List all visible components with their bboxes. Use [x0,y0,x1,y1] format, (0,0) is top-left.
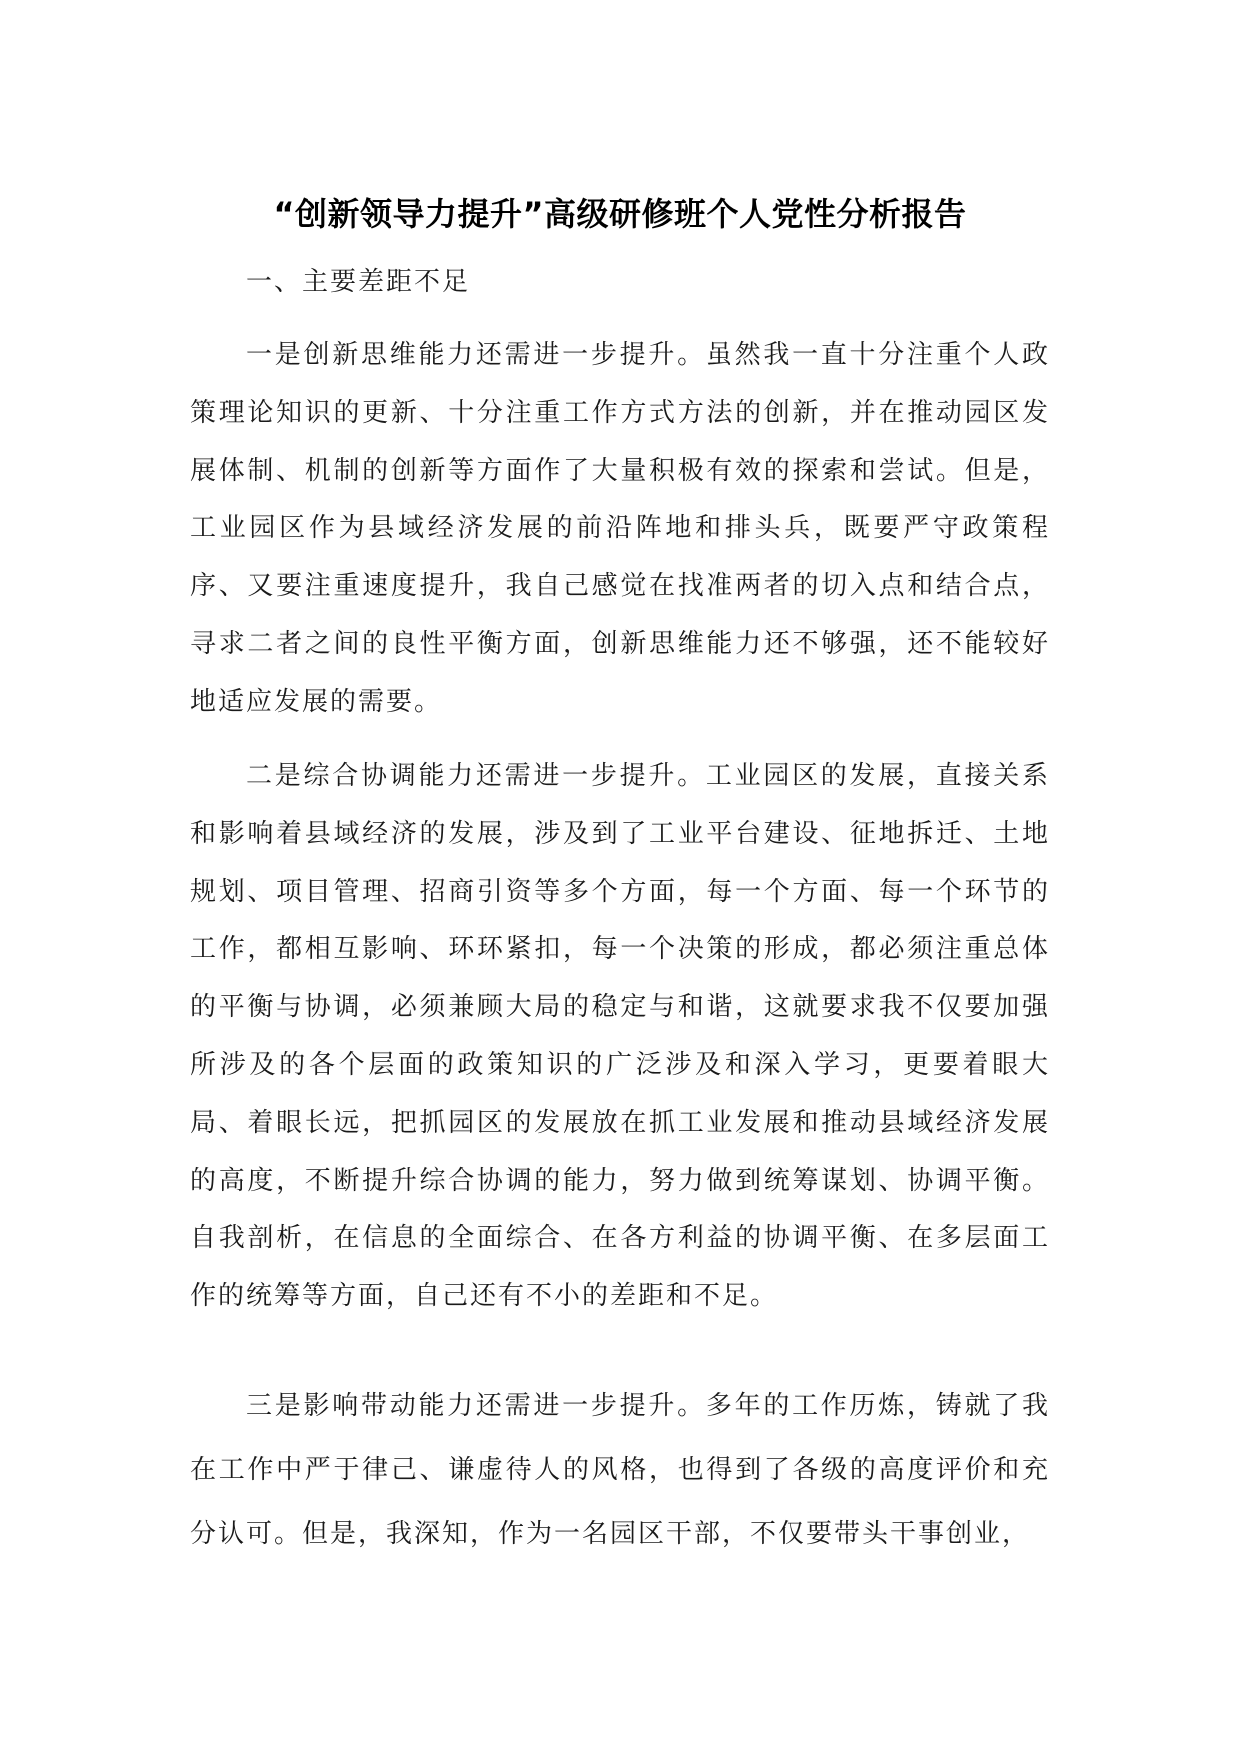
paragraph-coordination: 二是综合协调能力还需进一步提升。工业园区的发展，直接关系和影响着县域经济的发展，涉及到了工业平台建设、征地拆迁、土地规划、项目管理、招商引资等多个方面，每一个方面、每一个环节的工作，都相互影响、环环紧扣，每一个决策的形成，都必须注重总体的平衡与协调，必须兼顾大局的稳定与和谐，这就要求我不仅要加强所涉及的各个层面的政策知识的广泛涉及和深入学习，更要着眼大局、着眼长远，把抓园区的发展放在抓工业发展和推动县域经济发展的高度，不断提升综合协调的能力，努力做到统筹谋划、协调平衡。自我剖析，在信息的全面综合、在各方利益的协调平衡、在多层面工作的统筹等方面，自己还有不小的差距和不足。 [190,761,1050,1312]
paragraph-leadership-influence: 三是影响带动能力还需进一步提升。多年的工作历炼，铸就了我在工作中严于律己、谦虚待人的风格，也得到了各级的高度评价和充分认可。但是，我深知，作为一名园区干部，不仅要带头干事创业， [190,1391,1050,1549]
section-heading: 一、主要差距不足 [246,267,471,297]
document-title: “创新领导力提升”高级研修班个人党性分析报告 [273,195,967,233]
paragraph-innovation-thinking: 一是创新思维能力还需进一步提升。虽然我一直十分注重个人政策理论知识的更新、十分注重工作方式方法的创新，并在推动园区发展体制、机制的创新等方面作了大量积极有效的探索和尝试。但是，工业园区作为县域经济发展的前沿阵地和排头兵，既要严守政策程序、又要注重速度提升，我自己感觉在找准两者的切入点和结合点，寻求二者之间的良性平衡方面，创新思维能力还不够强，还不能较好地适应发展的需要。 [190,340,1050,717]
